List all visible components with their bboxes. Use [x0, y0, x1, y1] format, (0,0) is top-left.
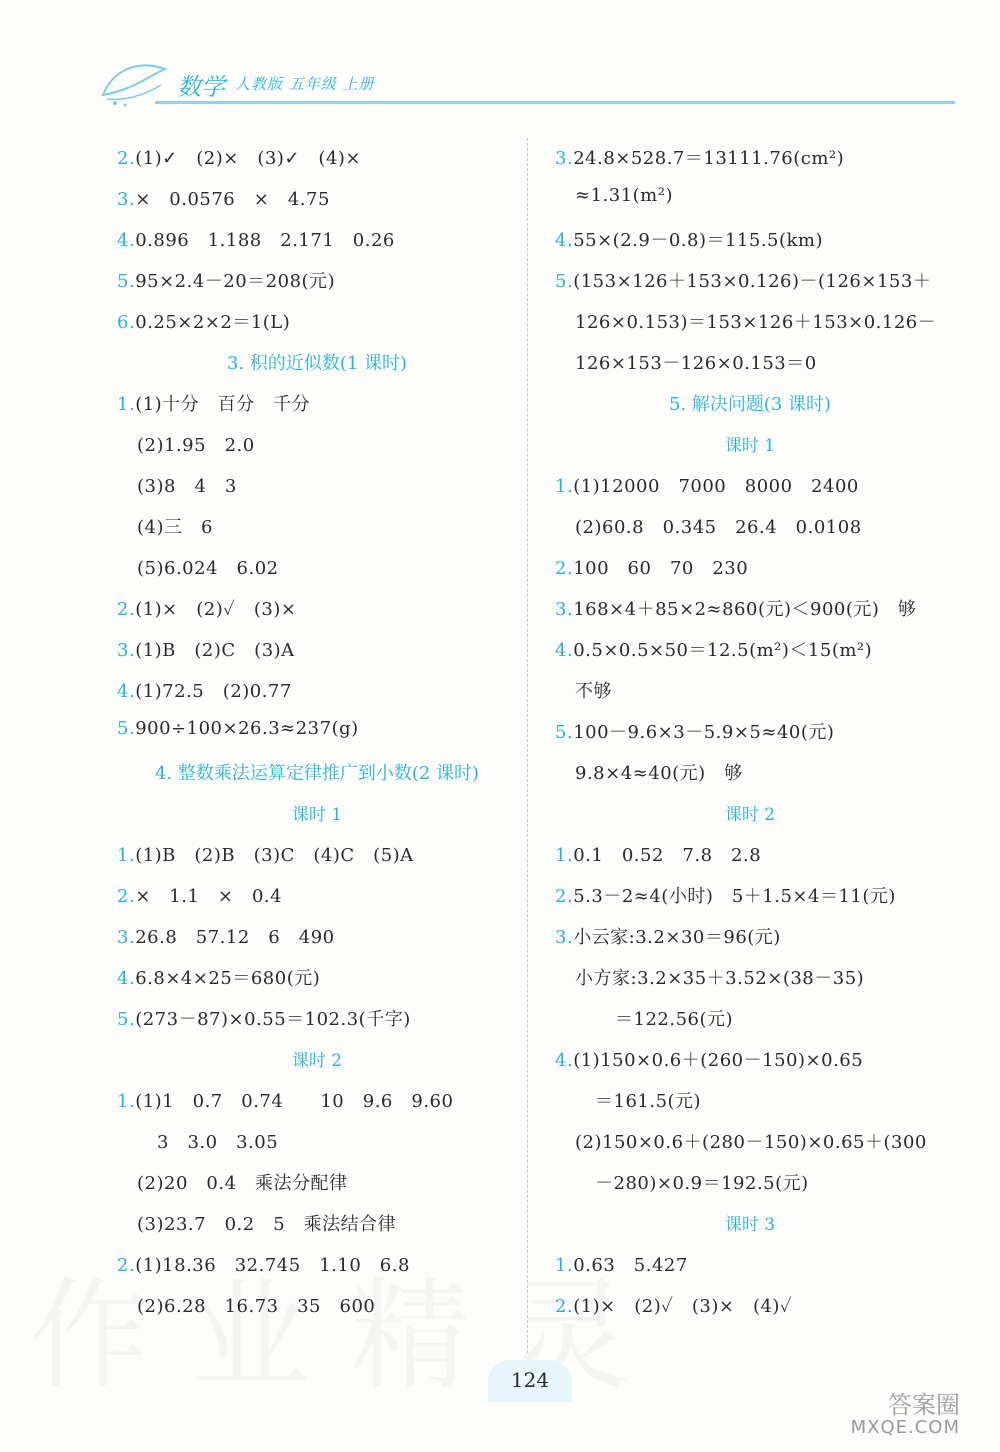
answer-text: 5.3－2≈4(小时) 5＋1.5×4＝11(元) — [573, 886, 896, 907]
question-number: 4. — [555, 640, 574, 661]
answer-line — [117, 226, 395, 252]
lesson-heading: 课时 1 — [291, 805, 343, 825]
answer-line — [575, 677, 612, 703]
answer-line — [117, 1087, 453, 1113]
answer-text: (3)8 4 3 — [137, 476, 237, 497]
question-number: 3. — [555, 148, 574, 169]
answer-text: 小云家:3.2×30＝96(元) — [573, 927, 781, 948]
answer-text: 55×(2.9－0.8)＝115.5(km) — [573, 230, 824, 251]
answer-text: (1)1 0.7 0.74 10 9.6 9.60 — [135, 1091, 454, 1112]
answer-line — [117, 841, 414, 867]
answer-line — [137, 431, 255, 457]
answer-line — [117, 1005, 411, 1031]
answer-line — [555, 226, 823, 252]
answer-text: (1)18.36 32.745 1.10 6.8 — [135, 1255, 410, 1276]
answer-line — [575, 759, 743, 785]
answer-line — [117, 964, 320, 990]
answer-text: (5)6.024 6.02 — [137, 558, 279, 579]
answer-text: 9.8×4≈40(元) 够 — [575, 763, 743, 784]
answer-text: 100 60 70 230 — [573, 558, 749, 579]
answer-text: 126×0.153)＝153×126＋153×0.126－ — [575, 312, 937, 333]
answer-text: 95×2.4－20＝208(元) — [135, 271, 336, 292]
answer-line — [555, 472, 859, 498]
answer-line — [555, 718, 834, 744]
answer-text: ≈1.31(m²) — [575, 185, 673, 206]
answer-line — [117, 923, 335, 949]
answer-text: 0.1 0.52 7.8 2.8 — [573, 845, 762, 866]
answer-text: × 1.1 × 0.4 — [135, 886, 283, 907]
answer-line — [117, 595, 296, 621]
lesson-heading: 课时 3 — [724, 1215, 776, 1235]
answer-text: (1)12000 7000 8000 2400 — [573, 476, 859, 497]
answer-text: (2)20 0.4 乘法分配律 — [137, 1173, 348, 1194]
answer-text: 168×4＋85×2≈860(元)＜900(元) 够 — [573, 599, 917, 620]
answer-line — [575, 513, 862, 539]
section-heading: 3. 积的近似数(1 课时) — [226, 353, 408, 374]
answer-line — [137, 1210, 396, 1236]
question-number: 3. — [555, 927, 574, 948]
question-number: 6. — [117, 312, 136, 333]
logo-main: 答案圈 — [888, 1391, 960, 1419]
watermark-text — [30, 1240, 670, 1412]
answer-text: 126×153－126×0.153＝0 — [575, 353, 817, 374]
page-header — [95, 55, 955, 115]
answer-line — [117, 718, 359, 739]
answer-text: －280)×0.9＝192.5(元) — [595, 1173, 809, 1194]
answer-line — [555, 882, 896, 908]
answer-line — [555, 144, 844, 170]
question-number: 4. — [117, 681, 136, 702]
answer-line — [555, 636, 872, 662]
answer-text: (273－87)×0.55＝102.3(千字) — [135, 1009, 411, 1030]
section-heading: 5. 解决问题(3 课时) — [668, 394, 832, 415]
answer-text: (1)72.5 (2)0.77 — [135, 681, 292, 702]
book-subtitle: 人教版 五年级 上册 — [235, 75, 375, 93]
answer-line — [117, 267, 335, 293]
answer-line — [575, 1128, 927, 1154]
answer-text: 不够 — [575, 681, 612, 702]
answer-text: (1)B (2)B (3)C (4)C (5)A — [135, 845, 414, 866]
answer-line — [595, 1087, 701, 1113]
question-number: 3. — [117, 927, 136, 948]
answer-line — [117, 390, 310, 416]
answer-text: (2)150×0.6＋(280－150)×0.65＋(300 — [575, 1132, 927, 1153]
answer-line — [555, 1046, 863, 1072]
answer-line — [595, 1169, 809, 1195]
section-heading: 4. 整数乘法运算定律推广到小数(2 课时) — [154, 763, 480, 784]
answer-line — [575, 349, 817, 375]
question-number: 2. — [117, 599, 136, 620]
answer-line — [157, 1128, 278, 1154]
question-number: 1. — [555, 1255, 574, 1276]
answer-line — [137, 554, 279, 580]
question-number: 1. — [117, 1091, 136, 1112]
answer-text: 100－9.6×3－5.9×5≈40(元) — [573, 722, 835, 743]
answer-text: 24.8×528.7＝13111.76(cm²) — [573, 148, 845, 169]
answer-text: (1)✓ (2)× (3)✓ (4)× — [135, 148, 362, 169]
site-logo — [851, 1392, 960, 1438]
header-rule — [155, 101, 955, 104]
answer-line — [117, 144, 361, 170]
answer-text: 小方家:3.2×35＋3.52×(38－35) — [575, 968, 865, 989]
page-number: 124 — [510, 1368, 550, 1392]
question-number: 4. — [555, 1050, 574, 1071]
question-number: 1. — [555, 845, 574, 866]
answer-text: (2)1.95 2.0 — [137, 435, 255, 456]
answer-line — [117, 882, 282, 908]
question-number: 5. — [117, 718, 136, 739]
lesson-heading: 课时 2 — [291, 1051, 343, 1071]
answer-line — [117, 677, 292, 703]
column-divider — [527, 138, 528, 1353]
question-number: 2. — [117, 886, 136, 907]
answer-line — [555, 267, 931, 293]
answer-text: 900÷100×26.3≈237(g) — [135, 718, 359, 739]
question-number: 2. — [555, 558, 574, 579]
answer-line — [137, 1169, 348, 1195]
answer-text: (3)23.7 0.2 5 乘法结合律 — [137, 1214, 397, 1235]
answer-text: 6.8×4×25＝680(元) — [135, 968, 321, 989]
answer-line — [575, 185, 673, 206]
answer-text: 3 3.0 3.05 — [157, 1132, 279, 1153]
answer-text: (1)× (2)✓ (3)× — [135, 599, 297, 620]
answer-text: × 0.0576 × 4.75 — [135, 189, 330, 210]
answer-line — [555, 923, 781, 949]
answer-line — [137, 472, 237, 498]
answer-text: 0.25×2×2＝1(L) — [135, 312, 291, 333]
answer-text: (1)B (2)C (3)A — [135, 640, 295, 661]
answer-text: ＝161.5(元) — [595, 1091, 702, 1112]
question-number: 1. — [555, 476, 574, 497]
answer-line — [555, 595, 916, 621]
question-number: 4. — [117, 968, 136, 989]
question-number: 2. — [117, 148, 136, 169]
lesson-heading: 课时 1 — [724, 436, 776, 456]
question-number: 5. — [555, 271, 574, 292]
question-number: 2. — [117, 1255, 136, 1276]
book-title: 数学 — [177, 73, 225, 101]
question-number: 5. — [117, 1009, 136, 1030]
answer-text: (4)三 6 — [137, 517, 213, 538]
answer-text: 0.5×0.5×50＝12.5(m²)＜15(m²) — [573, 640, 873, 661]
question-number: 2. — [555, 886, 574, 907]
answer-line — [117, 636, 295, 662]
answer-text: 0.896 1.188 2.171 0.26 — [135, 230, 395, 251]
question-number: 5. — [555, 722, 574, 743]
answer-text: (1)× (2)✓ (3)× (4)✓ — [573, 1296, 793, 1317]
question-number: 3. — [117, 640, 136, 661]
logo-sub: MXQE.COM — [850, 1417, 960, 1439]
answer-line — [555, 841, 761, 867]
answer-line — [117, 308, 290, 334]
answer-text: ＝122.56(元) — [615, 1009, 734, 1030]
question-number: 1. — [117, 394, 136, 415]
answer-text: (153×126＋153×0.126)－(126×153＋ — [573, 271, 932, 292]
question-number: 2. — [555, 1296, 574, 1317]
question-number: 5. — [117, 271, 136, 292]
question-number: 3. — [555, 599, 574, 620]
answer-text: (1)150×0.6＋(260－150)×0.65 — [573, 1050, 864, 1071]
answer-text: (2)60.8 0.345 26.4 0.0108 — [575, 517, 862, 538]
question-number: 1. — [117, 845, 136, 866]
answer-line — [137, 513, 213, 539]
answer-text: (2)6.28 16.73 35 600 — [137, 1296, 376, 1317]
answer-line — [575, 308, 936, 334]
question-number: 4. — [555, 230, 574, 251]
answer-line — [117, 185, 330, 211]
answer-text: 26.8 57.12 6 490 — [135, 927, 335, 948]
answer-text: 0.63 5.427 — [573, 1255, 688, 1276]
answer-line — [575, 964, 864, 990]
lesson-heading: 课时 2 — [724, 805, 776, 825]
answer-line — [615, 1005, 733, 1031]
answer-text: (1)十分 百分 千分 — [135, 394, 311, 415]
question-number: 4. — [117, 230, 136, 251]
answer-line — [555, 554, 748, 580]
question-number: 3. — [117, 189, 136, 210]
